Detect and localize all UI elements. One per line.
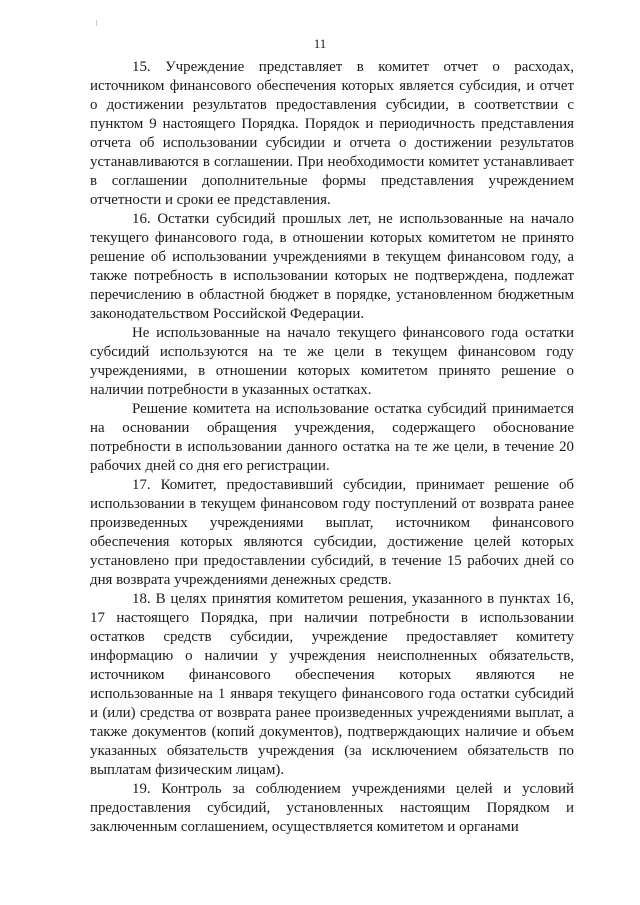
scan-mark bbox=[96, 20, 97, 26]
paragraph-15: 15. Учреждение представляет в комитет отчет о расходах, источником финансового обеспечения которых является субсидия, и отчет о достижении результатов предоставления субсидии, в соответствии с пунктом 9 настоящего Порядка. Порядок и периодичность представления отчета об использовании субсидии и отчета о достижении результатов устанавливаются в соглашении. При необходимости комитет устанавливает в соглашении дополнительные формы представления учреждением отчетности и сроки ее представления. bbox=[90, 59, 574, 208]
page-number: 11 bbox=[313, 36, 327, 51]
paragraph-17: 17. Комитет, предоставивший субсидии, принимает решение об использовании в текущем финансовом году поступлений от возврата ранее произведенных учреждениями выплат, источником финансового обеспечения которых являются субсидии, достижение целей которых установлено при предоставлении субсидий, в течение 15 рабочих дней со дня возврата учреждениями денежных средств. bbox=[90, 477, 574, 588]
paragraph-18: 18. В целях принятия комитетом решения, указанного в пунктах 16, 17 настоящего Порядка, при наличии потребности в использовании остатков средств субсидии, учреждение предоставляет комитету информацию о наличии у учреждения неисполненных обязательств, источником финансового обеспечения которых являются не использованные на 1 января текущего финансового года остатки субсидий и (или) средства от возврата ранее произведенных учреждениями выплат, а также документов (копий документов), подтверждающих наличие и объем указанных обязательств учреждения (за исключением обязательств по выплатам физическим лицам). bbox=[90, 591, 574, 778]
paragraph-16-decision: Решение комитета на использование остатка субсидий принимается на основании обращения учреждения, содержащего обоснование потребности в использовании данного остатка на те же цели, в течение 20 рабочих дней со дня его регистрации. bbox=[90, 401, 574, 474]
document-body bbox=[90, 58, 574, 837]
paragraph-19: 19. Контроль за соблюдением учреждениями целей и условий предоставления субсидий, установленных настоящим Порядком и заключенным соглашением, осуществляется комитетом и органами bbox=[90, 781, 574, 835]
paragraph-16: 16. Остатки субсидий прошлых лет, не использованные на начало текущего финансового года, в отношении которых комитетом не принято решение об использовании учреждениями в текущем финансовом году, а также потребность в использовании которых не подтверждена, подлежат перечислению в областной бюджет в порядке, установленном бюджетным законодательством Российской Федерации. bbox=[90, 211, 574, 322]
paragraph-16-unused-balances: Не использованные на начало текущего финансового года остатки субсидий используются на те же цели в текущем финансовом году учреждениями, в отношении которых комитетом принято решение о наличии потребности в указанных остатках. bbox=[90, 325, 574, 398]
